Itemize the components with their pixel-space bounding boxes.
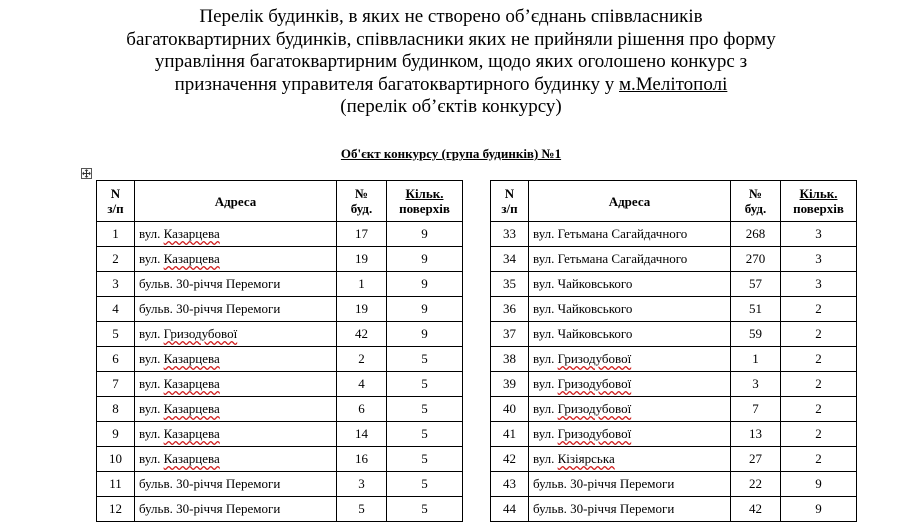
street-type: вул. (533, 251, 555, 266)
header-zp: з/п (501, 201, 518, 216)
floors-cell: 5 (387, 347, 463, 372)
address-cell (529, 297, 731, 322)
header-floors: поверхів (399, 201, 450, 216)
floors-cell: 9 (781, 497, 857, 522)
address-cell (529, 397, 731, 422)
building-number-cell: 42 (337, 322, 387, 347)
street-type: вул. (139, 401, 161, 416)
row-number-cell: 42 (491, 447, 529, 472)
street-name: Казарцева (163, 226, 220, 241)
street-type: вул. (139, 251, 161, 266)
table-row (491, 322, 857, 347)
street-name: Казарцева (163, 401, 220, 416)
address-cell (135, 297, 337, 322)
building-number-cell: 4 (337, 372, 387, 397)
buildings-table-left (96, 180, 463, 522)
row-number-cell: 35 (491, 272, 529, 297)
street-name: Казарцева (163, 351, 220, 366)
street-type: вул. (533, 451, 555, 466)
table-row (491, 372, 857, 397)
street-type: вул. (533, 276, 555, 291)
floors-cell: 9 (387, 272, 463, 297)
floors-cell: 5 (387, 397, 463, 422)
address-cell (135, 497, 337, 522)
table-header-row (97, 181, 463, 222)
street-name: Гризодубової (557, 351, 632, 366)
floors-cell: 9 (387, 297, 463, 322)
street-type: вул. (533, 376, 555, 391)
building-number-cell: 3 (337, 472, 387, 497)
col-header-number (97, 181, 135, 222)
row-number-cell: 37 (491, 322, 529, 347)
title-line-3: управління багатоквартирним будинком, щодо яких оголошено конкурс з (154, 51, 748, 72)
address-cell (529, 322, 731, 347)
building-number-cell: 16 (337, 447, 387, 472)
street-name: 30-річчя Перемоги (176, 501, 281, 516)
street-name: Кізіярська (557, 451, 615, 466)
table-row (97, 347, 463, 372)
table-row (491, 247, 857, 272)
street-name: Гризодубової (163, 326, 238, 341)
street-name: Гризодубової (557, 401, 632, 416)
street-type: вул. (139, 226, 161, 241)
table-row (97, 222, 463, 247)
row-number-cell: 2 (97, 247, 135, 272)
row-number-cell: 36 (491, 297, 529, 322)
street-name: 30-річчя Перемоги (570, 501, 675, 516)
building-number-cell: 51 (731, 297, 781, 322)
header-bud: буд. (350, 201, 373, 216)
table-row (97, 297, 463, 322)
address-cell (529, 247, 731, 272)
street-name: Казарцева (163, 376, 220, 391)
floors-cell: 5 (387, 472, 463, 497)
table-row (97, 247, 463, 272)
title-line-1: Перелік будинків, в яких не створено об’єднань співвласників (199, 6, 703, 27)
street-name: Гетьмана Сагайдачного (557, 226, 688, 241)
address-cell (135, 347, 337, 372)
building-number-cell: 27 (731, 447, 781, 472)
header-count: Кільк. (405, 186, 444, 201)
header-bud: буд. (744, 201, 767, 216)
row-number-cell: 40 (491, 397, 529, 422)
row-number-cell: 7 (97, 372, 135, 397)
address-cell (135, 472, 337, 497)
street-name: 30-річчя Перемоги (176, 301, 281, 316)
header-n: N (504, 186, 515, 201)
col-header-address: Адреса (529, 181, 731, 222)
table-row (97, 497, 463, 522)
address-cell (529, 422, 731, 447)
address-cell (135, 372, 337, 397)
street-type: бульв. (533, 476, 567, 491)
row-number-cell: 12 (97, 497, 135, 522)
header-count: Кільк. (799, 186, 838, 201)
address-cell (529, 222, 731, 247)
col-header-floors (387, 181, 463, 222)
street-name: Гетьмана Сагайдачного (557, 251, 688, 266)
row-number-cell: 9 (97, 422, 135, 447)
col-header-floors (781, 181, 857, 222)
address-cell (135, 222, 337, 247)
table-header-row (491, 181, 857, 222)
header-zp: з/п (107, 201, 124, 216)
table-row (491, 422, 857, 447)
building-number-cell: 268 (731, 222, 781, 247)
address-cell (135, 272, 337, 297)
floors-cell: 2 (781, 347, 857, 372)
floors-cell: 2 (781, 297, 857, 322)
address-cell (529, 272, 731, 297)
group-subtitle: Об'єкт конкурсу (група будинків) №1 (340, 146, 562, 161)
table-row (97, 272, 463, 297)
table-row (491, 397, 857, 422)
table-body-right (491, 222, 857, 522)
title-line-5: (перелік об’єктів конкурсу) (340, 96, 562, 117)
floors-cell: 9 (387, 247, 463, 272)
street-type: бульв. (139, 501, 173, 516)
header-n: N (110, 186, 121, 201)
row-number-cell: 39 (491, 372, 529, 397)
street-type: вул. (533, 351, 555, 366)
row-number-cell: 8 (97, 397, 135, 422)
street-name: 30-річчя Перемоги (176, 476, 281, 491)
floors-cell: 9 (781, 472, 857, 497)
street-name: Гризодубової (557, 376, 632, 391)
table-row (491, 297, 857, 322)
building-number-cell: 19 (337, 247, 387, 272)
floors-cell: 9 (387, 222, 463, 247)
col-header-building (337, 181, 387, 222)
street-type: вул. (139, 351, 161, 366)
address-cell (529, 447, 731, 472)
table-row (491, 447, 857, 472)
street-type: вул. (139, 376, 161, 391)
building-number-cell: 17 (337, 222, 387, 247)
row-number-cell: 3 (97, 272, 135, 297)
street-type: вул. (533, 401, 555, 416)
floors-cell: 5 (387, 422, 463, 447)
building-number-cell: 5 (337, 497, 387, 522)
table-row (97, 447, 463, 472)
street-type: вул. (533, 326, 555, 341)
building-number-cell: 57 (731, 272, 781, 297)
floors-cell: 5 (387, 447, 463, 472)
document-title (0, 6, 902, 119)
header-no: № (354, 186, 369, 201)
col-header-number (491, 181, 529, 222)
address-cell (135, 247, 337, 272)
street-type: вул. (139, 326, 161, 341)
street-type: вул. (533, 226, 555, 241)
table-row (97, 422, 463, 447)
table-body-left (97, 222, 463, 522)
street-name: 30-річчя Перемоги (570, 476, 675, 491)
address-cell (135, 397, 337, 422)
floors-cell: 5 (387, 372, 463, 397)
street-type: бульв. (139, 476, 173, 491)
title-line-4 (0, 74, 902, 97)
floors-cell: 3 (781, 222, 857, 247)
building-number-cell: 42 (731, 497, 781, 522)
street-type: бульв. (139, 276, 173, 291)
floors-cell: 2 (781, 397, 857, 422)
address-cell (135, 322, 337, 347)
street-name: Казарцева (163, 451, 220, 466)
floors-cell: 3 (781, 272, 857, 297)
floors-cell: 2 (781, 422, 857, 447)
street-type: бульв. (533, 501, 567, 516)
table-move-handle-icon[interactable] (81, 168, 92, 179)
building-number-cell: 3 (731, 372, 781, 397)
table-row (97, 372, 463, 397)
table-row (97, 397, 463, 422)
street-type: вул. (139, 451, 161, 466)
building-number-cell: 19 (337, 297, 387, 322)
street-name: Казарцева (163, 251, 220, 266)
address-cell (529, 372, 731, 397)
street-type: вул. (139, 426, 161, 441)
table-row (491, 472, 857, 497)
table-row (97, 322, 463, 347)
building-number-cell: 6 (337, 397, 387, 422)
table-row (491, 497, 857, 522)
title-line-4-text: призначення управителя багатоквартирного будинку у (174, 73, 620, 95)
street-type: вул. (533, 301, 555, 316)
street-name: 30-річчя Перемоги (176, 276, 281, 291)
row-number-cell: 5 (97, 322, 135, 347)
floors-cell: 2 (781, 372, 857, 397)
floors-cell: 2 (781, 322, 857, 347)
table-row (491, 222, 857, 247)
buildings-table-right (490, 180, 857, 522)
title-city-link: м.Мелітополі (619, 73, 728, 95)
row-number-cell: 1 (97, 222, 135, 247)
street-name: Гризодубової (557, 426, 632, 441)
address-cell (529, 347, 731, 372)
floors-cell: 5 (387, 497, 463, 522)
row-number-cell: 10 (97, 447, 135, 472)
row-number-cell: 4 (97, 297, 135, 322)
col-header-address: Адреса (135, 181, 337, 222)
street-name: Чайковського (557, 326, 633, 341)
header-floors: поверхів (793, 201, 844, 216)
street-name: Чайковського (557, 276, 633, 291)
address-cell (529, 472, 731, 497)
row-number-cell: 41 (491, 422, 529, 447)
row-number-cell: 44 (491, 497, 529, 522)
row-number-cell: 38 (491, 347, 529, 372)
street-type: бульв. (139, 301, 173, 316)
building-number-cell: 1 (731, 347, 781, 372)
building-number-cell: 14 (337, 422, 387, 447)
street-type: вул. (533, 426, 555, 441)
address-cell (135, 422, 337, 447)
address-cell (529, 497, 731, 522)
table-row (97, 472, 463, 497)
street-name: Чайковського (557, 301, 633, 316)
table-row (491, 272, 857, 297)
floors-cell: 2 (781, 447, 857, 472)
building-number-cell: 59 (731, 322, 781, 347)
row-number-cell: 34 (491, 247, 529, 272)
building-number-cell: 22 (731, 472, 781, 497)
building-number-cell: 7 (731, 397, 781, 422)
row-number-cell: 6 (97, 347, 135, 372)
floors-cell: 3 (781, 247, 857, 272)
title-line-2: багатоквартирних будинків, співвласники яких не прийняли рішення про форму (126, 28, 776, 50)
building-number-cell: 1 (337, 272, 387, 297)
floors-cell: 9 (387, 322, 463, 347)
building-number-cell: 270 (731, 247, 781, 272)
row-number-cell: 33 (491, 222, 529, 247)
building-number-cell: 2 (337, 347, 387, 372)
address-cell (135, 447, 337, 472)
header-no: № (748, 186, 763, 201)
row-number-cell: 43 (491, 472, 529, 497)
row-number-cell: 11 (97, 472, 135, 497)
building-number-cell: 13 (731, 422, 781, 447)
table-row (491, 347, 857, 372)
street-name: Казарцева (163, 426, 220, 441)
col-header-building (731, 181, 781, 222)
